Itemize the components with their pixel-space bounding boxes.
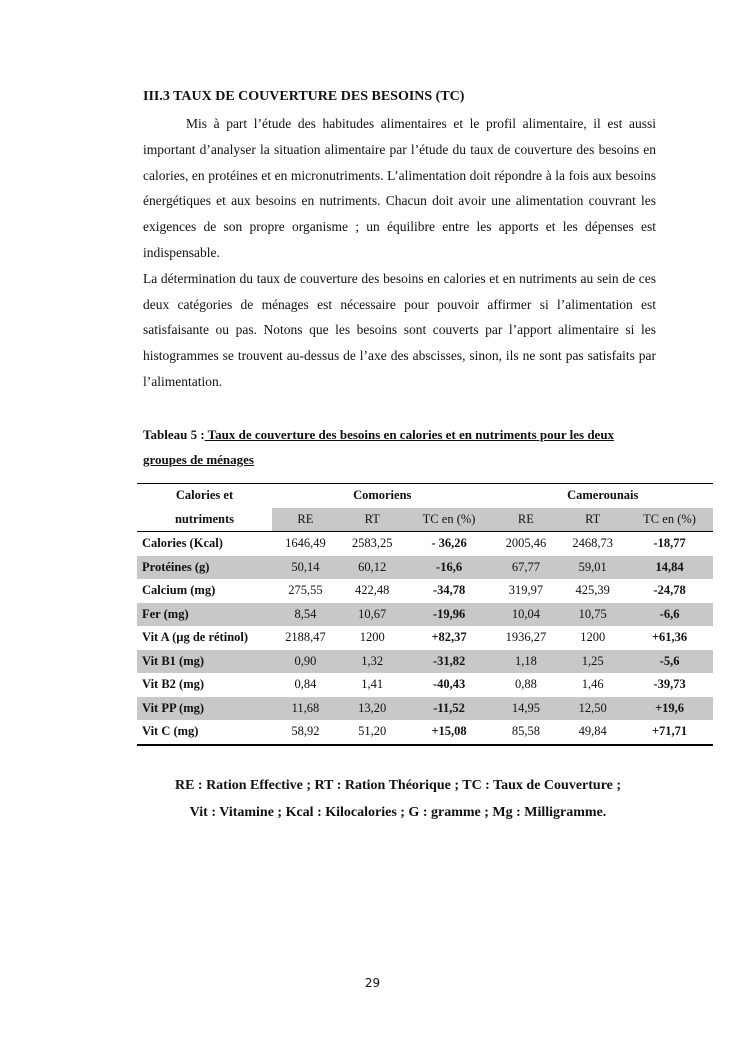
cell-value: 0,90 xyxy=(272,650,339,674)
cell-tc-value: -40,43 xyxy=(432,677,466,692)
section-heading: III.3 TAUX DE COUVERTURE DES BESOINS (TC) xyxy=(143,89,465,104)
cell-value: 14,95 xyxy=(492,697,559,721)
cell-value: 10,67 xyxy=(339,603,406,627)
cell-value: 1,41 xyxy=(361,677,384,692)
cell-value: 67,77 xyxy=(492,556,559,580)
cell-value: 1,18 xyxy=(492,650,559,674)
table-caption xyxy=(143,422,653,472)
cell-value: 1,46 xyxy=(581,677,604,692)
cell-tc-value: -31,82 xyxy=(406,650,493,674)
table-row xyxy=(137,650,713,674)
cell-value: 1646,49 xyxy=(285,536,326,551)
table-header-sub-row xyxy=(137,508,713,532)
page-number: 29 xyxy=(364,976,381,990)
cell-value: 1200 xyxy=(359,630,385,645)
cell-value: 1,25 xyxy=(559,650,626,674)
sub-header-cell: TC en (%) xyxy=(406,508,493,532)
cell-value: 11,68 xyxy=(272,697,339,721)
legend-line: RE : Ration Effective ; RT : Ration Théorique ; TC : Taux de Couverture ; xyxy=(174,778,622,793)
group-header-camerounais: Camerounais xyxy=(567,488,639,503)
table-row xyxy=(137,556,713,580)
cell-tc-value: 14,84 xyxy=(626,556,713,580)
cell-value: 1,32 xyxy=(339,650,406,674)
cell-value: 8,54 xyxy=(272,603,339,627)
table-row xyxy=(137,579,713,603)
cell-value: 85,58 xyxy=(511,724,540,739)
sub-header-cell: RE xyxy=(272,508,339,532)
cell-value: 10,04 xyxy=(492,603,559,627)
cell-value: 50,14 xyxy=(272,556,339,580)
corner-label-line2: nutriments xyxy=(137,508,272,532)
cell-value: 422,48 xyxy=(355,583,390,598)
cell-tc-value: -16,6 xyxy=(406,556,493,580)
cell-tc-value: +82,37 xyxy=(431,630,467,645)
cell-value: 425,39 xyxy=(575,583,610,598)
group-header-comoriens: Comoriens xyxy=(353,488,412,503)
paragraph-intro: Mis à part l’étude des habitudes alimentaires et le profil alimentaire, il est aussi important d’analyser la situation alimentaire par l’étude du taux de couverture des besoins en calories, en protéines et en micronutriments. L’alimentation doit répondre à la fois aux besoins énergétiques et aux besoins en nutriments. Chacun doit avoir une alimentation couvrant les exigences de son propre organisme ; un équilibre entre les apports et les dépenses est indispensable. xyxy=(143,116,656,260)
row-label: Protéines (g) xyxy=(137,556,272,580)
cell-value: 60,12 xyxy=(339,556,406,580)
coverage-table xyxy=(137,483,713,746)
cell-value: 59,01 xyxy=(559,556,626,580)
cell-tc-value: +61,36 xyxy=(651,630,688,645)
sub-header-cell: TC en (%) xyxy=(626,508,713,532)
sub-header-cell: RE xyxy=(492,508,559,532)
row-label: Calories (Kcal) xyxy=(142,536,223,551)
cell-value: 2468,73 xyxy=(572,536,614,551)
cell-tc-value: -6,6 xyxy=(626,603,713,627)
body-text xyxy=(143,111,656,395)
table-row xyxy=(137,697,713,721)
abbreviations-legend xyxy=(143,772,653,826)
cell-value: 0,88 xyxy=(514,677,537,692)
cell-tc-value: -24,78 xyxy=(653,583,686,598)
cell-value: 319,97 xyxy=(508,583,544,598)
cell-tc-value: -19,96 xyxy=(406,603,493,627)
table-row xyxy=(137,532,713,556)
cell-tc-value: +19,6 xyxy=(626,697,713,721)
cell-tc-value: -11,52 xyxy=(406,697,493,721)
cell-tc-value: -18,77 xyxy=(653,536,686,551)
sub-header-cell: RT xyxy=(339,508,406,532)
cell-tc-value: - 36,26 xyxy=(431,536,467,551)
cell-value: 2005,46 xyxy=(505,536,547,551)
corner-label-line1: Calories et xyxy=(175,488,234,503)
row-label: Fer (mg) xyxy=(137,603,272,627)
table-caption-prefix: Tableau 5 : xyxy=(143,427,205,442)
cell-value: 58,92 xyxy=(291,724,320,739)
table-row xyxy=(137,626,713,650)
paragraph-determination: La détermination du taux de couverture des besoins en calories et en nutriments au sein de ces deux catégories de ménages est nécessaire pour pouvoir affirmer si l’alimentation est satisfaisante ou pas. Notons que les besoins sont couverts par l’apport alimentaire si les histogrammes se trouvent au-dessus de l’axe des abscisses, sinon, ils ne sont pas satisfaits par l’alimentation. xyxy=(143,270,656,389)
cell-tc-value: +15,08 xyxy=(431,724,467,739)
cell-value: 1200 xyxy=(580,630,606,645)
cell-value: 0,84 xyxy=(294,677,317,692)
table-header-group-row xyxy=(137,484,713,508)
row-label: Vit PP (mg) xyxy=(137,697,272,721)
row-label: Calcium (mg) xyxy=(142,583,216,598)
cell-tc-value: -39,73 xyxy=(653,677,686,692)
sub-header-cell: RT xyxy=(559,508,626,532)
row-label: Vit B1 (mg) xyxy=(137,650,272,674)
table-row xyxy=(137,720,713,745)
row-label: Vit C (mg) xyxy=(142,724,199,739)
table-row xyxy=(137,673,713,697)
row-label: Vit B2 (mg) xyxy=(142,677,205,692)
legend-line: Vit : Vitamine ; Kcal : Kilocalories ; G : gramme ; Mg : Milligramme. xyxy=(189,805,607,820)
cell-value: 2188,47 xyxy=(285,630,326,645)
cell-tc-value: +71,71 xyxy=(651,724,688,739)
cell-tc-value: -34,78 xyxy=(432,583,466,598)
cell-value: 13,20 xyxy=(339,697,406,721)
cell-value: 1936,27 xyxy=(505,630,547,645)
cell-value: 51,20 xyxy=(358,724,387,739)
cell-value: 275,55 xyxy=(288,583,323,598)
table-caption-title: Taux de couverture des besoins en calories et en nutriments pour les deux groupes de ménages xyxy=(143,427,615,467)
table-row xyxy=(137,603,713,627)
cell-tc-value: -5,6 xyxy=(626,650,713,674)
row-label: Vit A (µg de rétinol) xyxy=(142,630,249,645)
cell-value: 10,75 xyxy=(559,603,626,627)
cell-value: 12,50 xyxy=(559,697,626,721)
cell-value: 49,84 xyxy=(578,724,607,739)
cell-value: 2583,25 xyxy=(351,536,393,551)
